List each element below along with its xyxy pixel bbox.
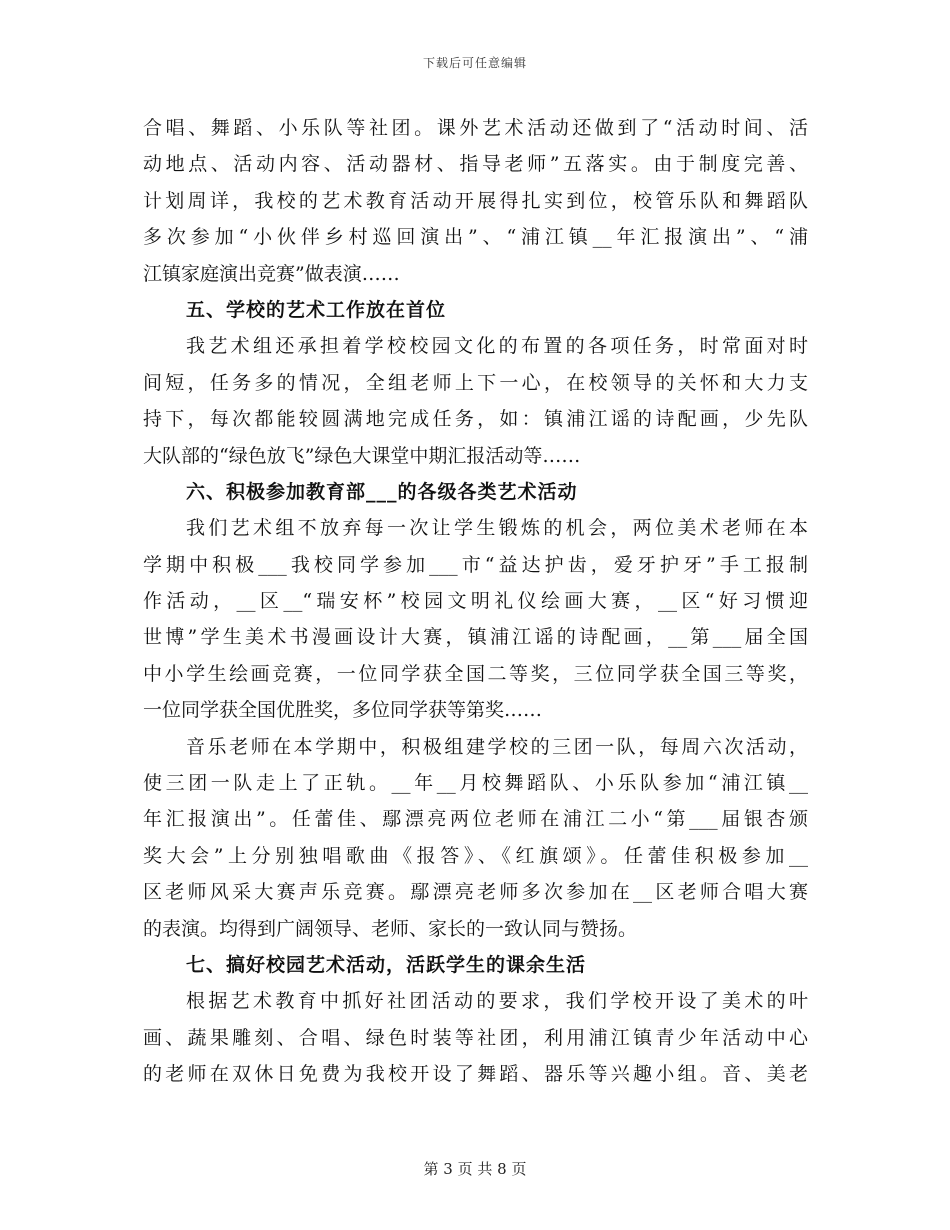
paragraph-line: 区老师风采大赛声乐竞赛。鄢漂亮老师多次参加在__区老师合唱大赛: [143, 881, 808, 904]
page-header: 下载后可任意编辑: [422, 56, 527, 70]
paragraph-line: 中小学生绘画竞赛，一位同学获全国二等奖，三位同学获全国三等奖，: [143, 662, 808, 685]
paragraph-line: 的表演。均得到广阔领导、老师、家长的一致认同与赞扬。: [143, 917, 638, 940]
section-heading-7: 七、搞好校园艺术活动，活跃学生的课余生活: [186, 953, 587, 976]
paragraph-line: 使三团一队走上了正轨。__年__月校舞蹈队、小乐队参加“浦江镇__: [143, 772, 808, 795]
paragraph-line: 奖大会”上分别独唱歌曲《报答》、《红旗颂》。任蕾佳积极参加__: [143, 844, 808, 867]
paragraph-line: 画、蔬果雕刻、合唱、绿色时装等社团，利用浦江镇青少年活动中心: [143, 1026, 808, 1049]
section-heading-6: 六、积极参加教育部___的各级各类艺术活动: [186, 480, 578, 503]
paragraph-line: 大队部的“绿色放飞”绿色大课堂中期汇报活动等……: [143, 444, 581, 467]
page-number-footer: 第 3 页 共 8 页: [423, 1160, 527, 1178]
paragraph-line: 作活动，__区__“瑞安杯”校园文明礼仪绘画大赛，__区“好习惯迎: [143, 590, 808, 613]
paragraph-line: 一位同学获全国优胜奖，多位同学获等第奖……: [143, 699, 543, 722]
paragraph-line: 年汇报演出”。任蕾佳、鄢漂亮两位老师在浦江二小“第___届银杏颁: [143, 808, 808, 831]
paragraph-line: 多次参加“小伙伴乡村巡回演出”、“浦江镇__年汇报演出”、“浦: [143, 226, 808, 249]
paragraph-line: 计划周详，我校的艺术教育活动开展得扎实到位，校管乐队和舞蹈队: [143, 189, 808, 212]
paragraph-line: 的老师在双休日免费为我校开设了舞蹈、器乐等兴趣小组。音、美老: [143, 1063, 808, 1086]
paragraph-line: 动地点、活动内容、活动器材、指导老师”五落实。由于制度完善、: [143, 153, 808, 176]
paragraph-line: 我艺术组还承担着学校校园文化的布置的各项任务，时常面对时: [186, 335, 808, 358]
paragraph-line: 音乐老师在本学期中，积极组建学校的三团一队，每周六次活动，: [186, 735, 808, 758]
paragraph-line: 我们艺术组不放弃每一次让学生锻炼的机会，两位美术老师在本: [186, 517, 808, 540]
paragraph-line: 根据艺术教育中抓好社团活动的要求，我们学校开设了美术的叶: [186, 990, 808, 1013]
paragraph-line: 持下，每次都能较圆满地完成任务，如：镇浦江谣的诗配画，少先队: [143, 408, 808, 431]
paragraph-line: 世博”学生美术书漫画设计大赛，镇浦江谣的诗配画，__第___届全国: [143, 626, 808, 649]
paragraph-line: 间短，任务多的情况，全组老师上下一心，在校领导的关怀和大力支: [143, 371, 808, 394]
paragraph-line: 江镇家庭演出竞赛”做表演……: [143, 262, 400, 285]
document-body: [143, 110, 808, 1093]
paragraph-line: 合唱、舞蹈、小乐队等社团。课外艺术活动还做到了“活动时间、活: [143, 117, 808, 139]
section-heading-5: 五、学校的艺术工作放在首位: [186, 298, 447, 321]
paragraph-line: 学期中积极___我校同学参加___市“益达护齿，爱牙护牙”手工报制: [143, 553, 808, 576]
